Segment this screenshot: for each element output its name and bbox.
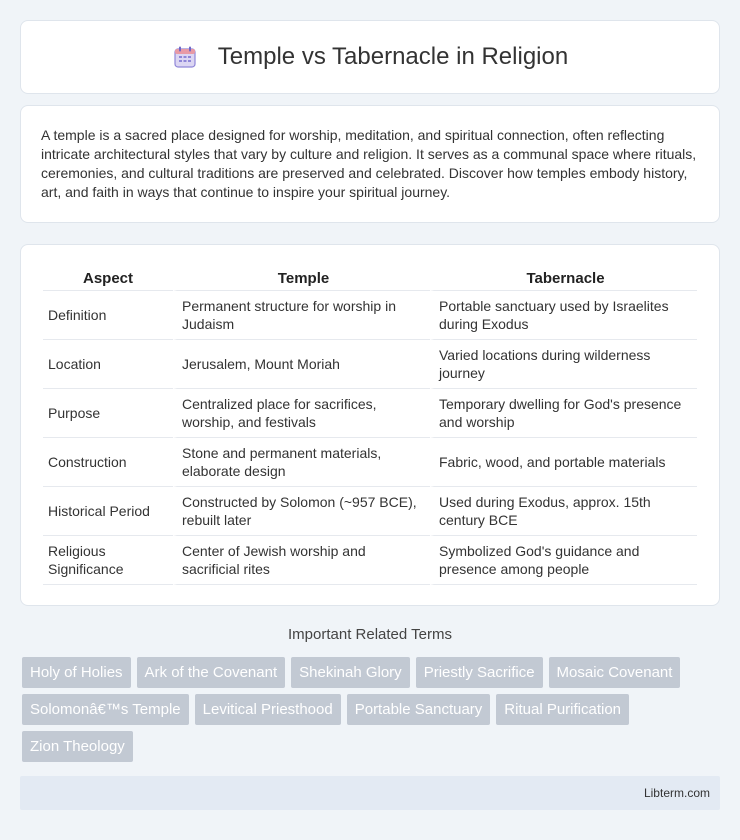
row-aspect: Purpose — [43, 389, 173, 438]
tag-solomons-temple[interactable]: Solomonâ€™s Temple — [22, 694, 189, 725]
tag-ritual-purification[interactable]: Ritual Purification — [496, 694, 629, 725]
row-aspect: Location — [43, 340, 173, 389]
table-row — [43, 536, 697, 585]
row-temple: Jerusalem, Mount Moriah — [173, 340, 430, 389]
footer-site-link[interactable]: Libterm.com — [643, 786, 710, 800]
footer — [20, 776, 720, 810]
row-temple: Stone and permanent materials, elaborate design — [173, 438, 430, 487]
table-header-row — [43, 265, 697, 291]
tag-levitical-priesthood[interactable]: Levitical Priesthood — [195, 694, 341, 725]
table-row — [43, 389, 697, 438]
row-aspect: Religious Significance — [43, 536, 173, 585]
table-row — [43, 291, 697, 340]
row-aspect: Construction — [43, 438, 173, 487]
intro-paragraph: A temple is a sacred place designed for worship, meditation, and spiritual connection, often reflecting intricate architectural styles that vary by culture and religion. It serves as a communal space where rituals, ceremonies, and cultural traditions are preserved and celebrated. Discover how temples embody history, art, and faith in ways that continue to inspire your spiritual journey. — [41, 127, 697, 200]
row-temple: Center of Jewish worship and sacrificial rites — [173, 536, 430, 585]
row-temple: Permanent structure for worship in Judaism — [173, 291, 430, 340]
row-tabernacle: Portable sanctuary used by Israelites during Exodus — [430, 291, 697, 340]
row-aspect: Definition — [43, 291, 173, 340]
tag-shekinah-glory[interactable]: Shekinah Glory — [291, 657, 410, 688]
tag-zion-theology[interactable]: Zion Theology — [22, 731, 133, 762]
table-row — [43, 487, 697, 536]
header-aspect: Aspect — [43, 265, 173, 291]
header-temple: Temple — [173, 265, 430, 291]
row-temple: Centralized place for sacrifices, worship, and festivals — [173, 389, 430, 438]
related-terms-heading: Important Related Terms — [288, 626, 452, 643]
related-terms-list — [22, 657, 722, 768]
row-tabernacle: Varied locations during wilderness journey — [430, 340, 697, 389]
comparison-table — [43, 265, 697, 585]
page-title: Temple vs Tabernacle in Religion — [217, 43, 569, 70]
comparison-card — [20, 244, 720, 606]
row-tabernacle: Temporary dwelling for God's presence and worship — [430, 389, 697, 438]
tag-ark-of-the-covenant[interactable]: Ark of the Covenant — [137, 657, 286, 688]
tag-mosaic-covenant[interactable]: Mosaic Covenant — [549, 657, 681, 688]
tag-portable-sanctuary[interactable]: Portable Sanctuary — [347, 694, 491, 725]
row-tabernacle: Symbolized God's guidance and presence among people — [430, 536, 697, 585]
table-row — [43, 340, 697, 389]
intro-card — [20, 105, 720, 223]
row-aspect: Historical Period — [43, 487, 173, 536]
row-tabernacle: Fabric, wood, and portable materials — [430, 438, 697, 487]
tag-priestly-sacrifice[interactable]: Priestly Sacrifice — [416, 657, 543, 688]
title-card — [20, 20, 720, 94]
row-temple: Constructed by Solomon (~957 BCE), rebuilt later — [173, 487, 430, 536]
row-tabernacle: Used during Exodus, approx. 15th century BCE — [430, 487, 697, 536]
header-tabernacle: Tabernacle — [430, 265, 697, 291]
calendar-icon — [172, 44, 198, 70]
tag-holy-of-holies[interactable]: Holy of Holies — [22, 657, 131, 688]
table-row — [43, 438, 697, 487]
